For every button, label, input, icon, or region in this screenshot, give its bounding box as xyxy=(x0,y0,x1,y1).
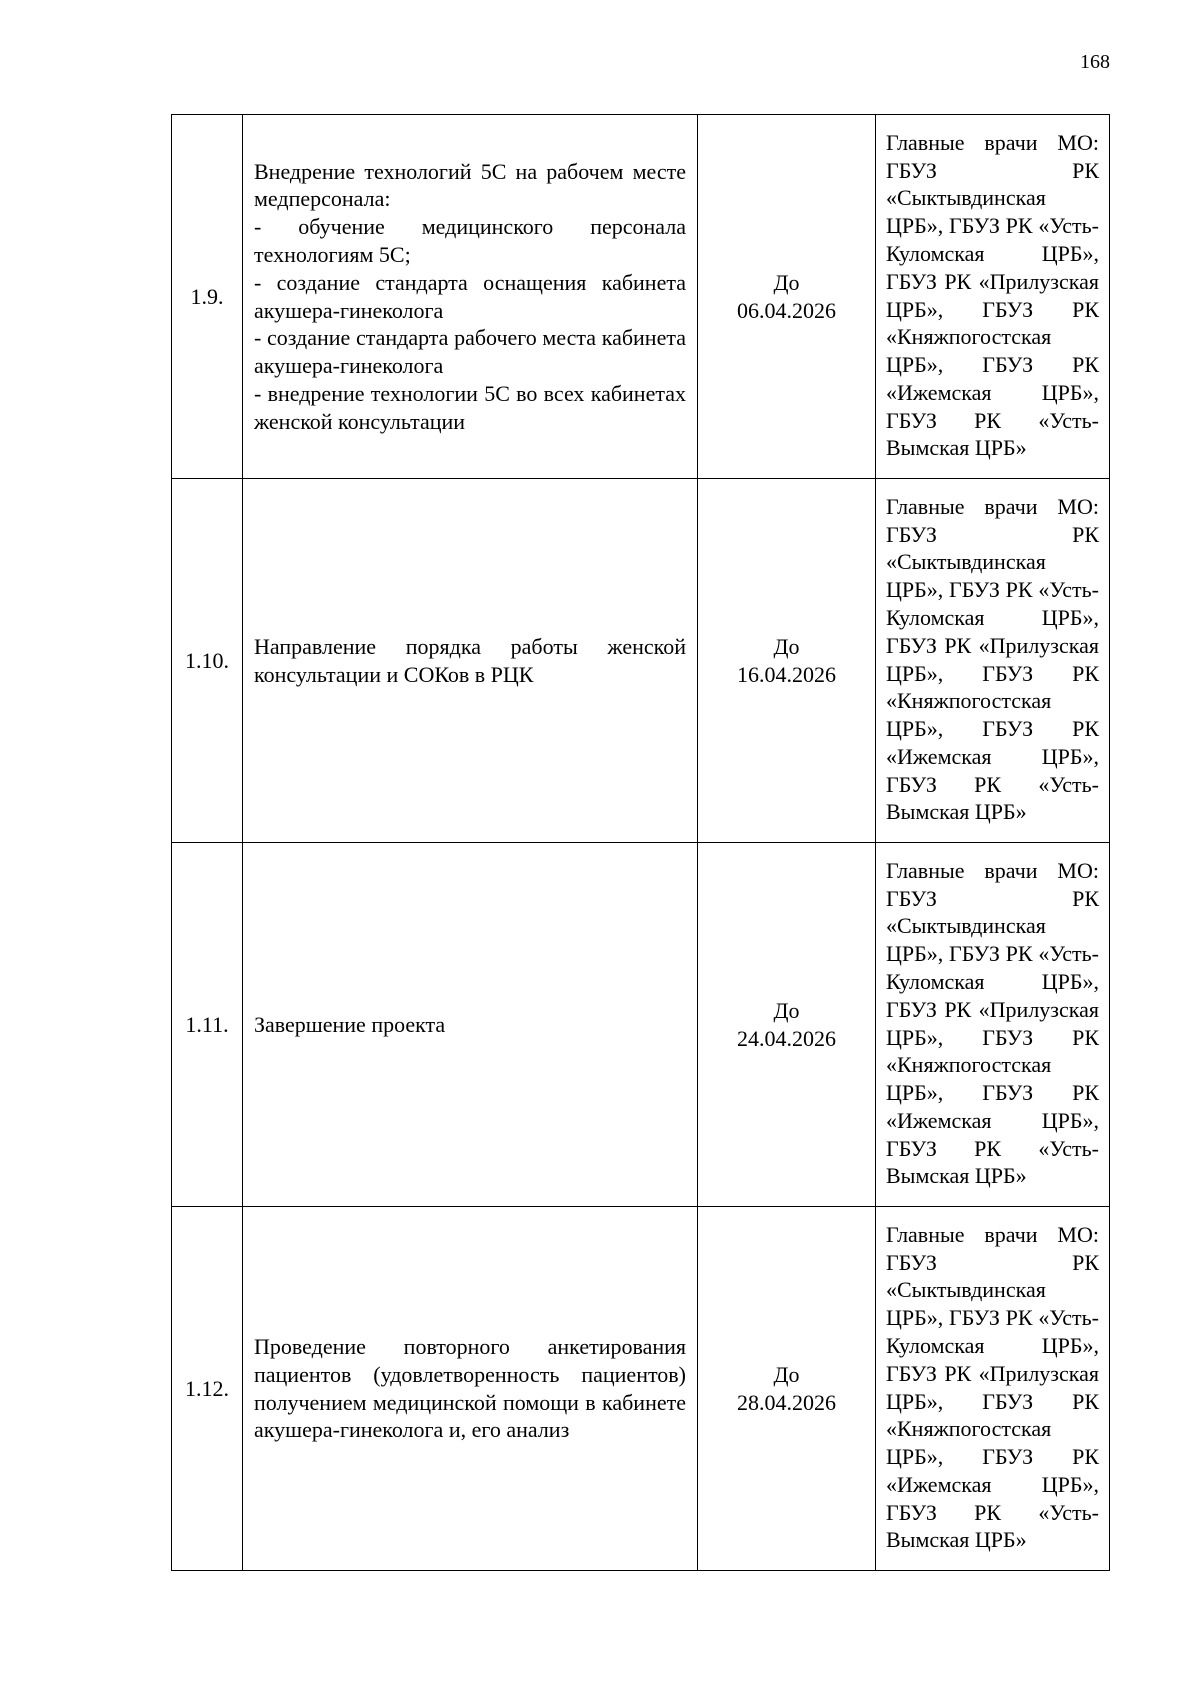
table-row xyxy=(172,843,1110,1207)
item-deadline-cell xyxy=(698,479,876,843)
item-deadline: До 28.04.2026 xyxy=(737,1361,836,1415)
item-description-cell xyxy=(243,1207,698,1571)
item-responsible-cell xyxy=(876,843,1110,1207)
item-responsible-cell xyxy=(876,1207,1110,1571)
item-description: Проведение повторного анкетирования пациентов (удовлетворенность пациентов) получением медицинской помощи в кабинете акушера-гинеколога и, его анализ xyxy=(254,1333,686,1443)
item-responsible: Главные врачи МО: ГБУЗ РК «Сыктывдинская ЦРБ», ГБУЗ РК «Усть-Куломская ЦРБ», ГБУЗ РК «Прилузская ЦРБ», ГБУЗ РК «Княжпогостская ЦРБ», ГБУЗ РК «Ижемская ЦРБ», ГБУЗ РК «Усть-Вымская ЦРБ» xyxy=(886,129,1099,461)
item-description-cell xyxy=(243,115,698,479)
item-responsible: Главные врачи МО: ГБУЗ РК «Сыктывдинская ЦРБ», ГБУЗ РК «Усть-Куломская ЦРБ», ГБУЗ РК «Прилузская ЦРБ», ГБУЗ РК «Княжпогостская ЦРБ», ГБУЗ РК «Ижемская ЦРБ», ГБУЗ РК «Усть-Вымская ЦРБ» xyxy=(886,857,1099,1189)
item-deadline: До 24.04.2026 xyxy=(737,997,836,1051)
item-description: Внедрение технологий 5С на рабочем месте медперсонала: - обучение медицинского персонала технологиям 5С; - создание стандарта оснащения кабинета акушера-гинеколога - создание стандарта рабочего места кабинета акушера-гинеколога - внедрение технологии 5С во всех кабинетах женской консультации xyxy=(254,158,686,434)
item-number: 1.11. xyxy=(172,843,243,1207)
item-deadline-cell xyxy=(698,843,876,1207)
item-deadline-cell xyxy=(698,115,876,479)
table-row xyxy=(172,115,1110,479)
table-row xyxy=(172,479,1110,843)
plan-table xyxy=(171,114,1110,1571)
item-responsible-cell xyxy=(876,115,1110,479)
item-description-cell xyxy=(243,479,698,843)
item-deadline: До 06.04.2026 xyxy=(737,269,836,323)
item-responsible-cell xyxy=(876,479,1110,843)
item-number: 1.12. xyxy=(172,1207,243,1571)
item-responsible: Главные врачи МО: ГБУЗ РК «Сыктывдинская ЦРБ», ГБУЗ РК «Усть-Куломская ЦРБ», ГБУЗ РК «Прилузская ЦРБ», ГБУЗ РК «Княжпогостская ЦРБ», ГБУЗ РК «Ижемская ЦРБ», ГБУЗ РК «Усть-Вымская ЦРБ» xyxy=(886,1221,1099,1553)
item-description: Завершение проекта xyxy=(254,1011,446,1037)
item-description: Направление порядка работы женской консультации и СОКов в РЦК xyxy=(254,633,686,687)
item-deadline-cell xyxy=(698,1207,876,1571)
item-number: 1.9. xyxy=(172,115,243,479)
item-deadline: До 16.04.2026 xyxy=(737,633,836,687)
table-row xyxy=(172,1207,1110,1571)
item-description-cell xyxy=(243,843,698,1207)
item-number: 1.10. xyxy=(172,479,243,843)
page-number: 168 xyxy=(1080,51,1110,73)
item-responsible: Главные врачи МО: ГБУЗ РК «Сыктывдинская ЦРБ», ГБУЗ РК «Усть-Куломская ЦРБ», ГБУЗ РК «Прилузская ЦРБ», ГБУЗ РК «Княжпогостская ЦРБ», ГБУЗ РК «Ижемская ЦРБ», ГБУЗ РК «Усть-Вымская ЦРБ» xyxy=(886,493,1099,825)
